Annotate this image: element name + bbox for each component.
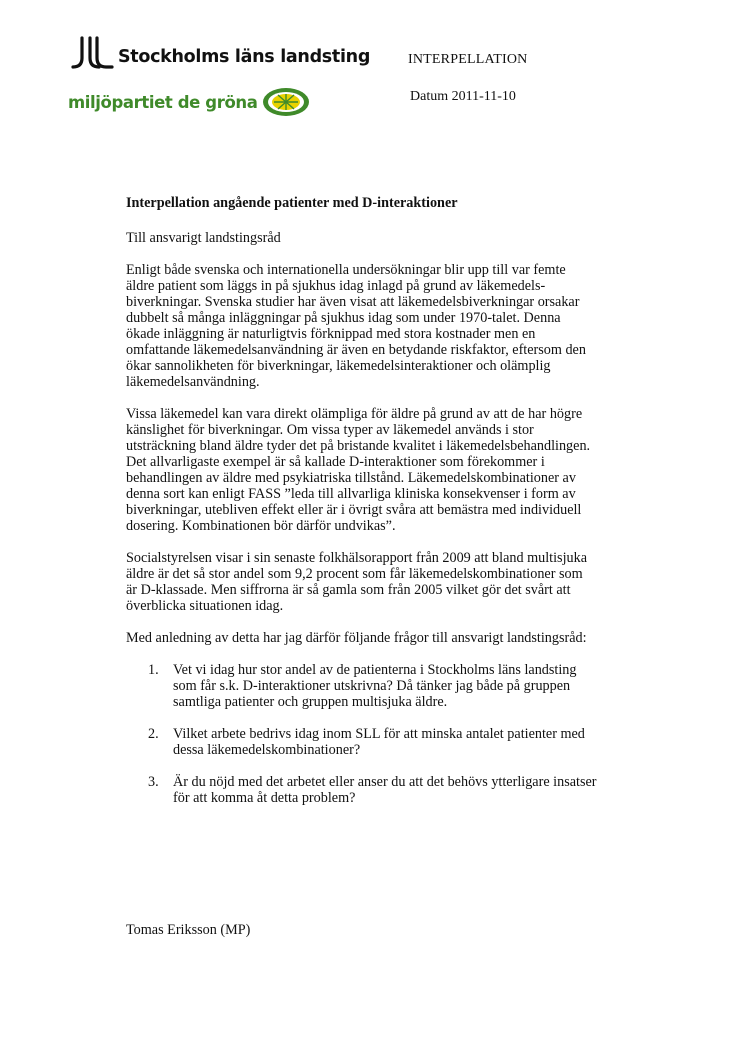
addressee: Till ansvarigt landstingsråd [126,230,281,246]
question-item [126,774,636,806]
question-list [126,662,636,806]
signature: Tomas Eriksson (MP) [126,922,251,938]
dandelion-icon [261,86,311,118]
question-number: 2. [148,726,159,742]
party-name: miljöpartiet de gröna [68,92,258,112]
sll-logo-icon [70,36,114,70]
paragraph: Vissa läkemedel kan vara direkt olämpliga för äldre på grund av att de har högre känslighet för biverkningar. Om vissa typer av läkemedel används i stor utsträckning bland äldre tyder det på bristande kvalitet i läkemedelsbehandlingen. Det allvarligaste exempel är så kallade D-interaktioner som förekommer i behandlingen av äldre med psykiatriska tillstånd. Läkemedelskombinationer av denna sort kan enligt FASS ”leda till allvarliga kliniska konsekvenser i form av biverkningar, utebliven effekt eller är i övrigt svåra att bemästra med individuell dosering. Kombinationen bör därför undvikas”. [126,406,591,534]
question-number: 1. [148,662,159,678]
paragraph: Socialstyrelsen visar i sin senaste folkhälsorapport från 2009 att bland multisjuka äldre är det så stor andel som 9,2 procent som får läkemedelskombinationer som är D-klassade. Men siffrorna är så gamla som från 2005 vilket gör det svårt att överblicka situationen idag. [126,550,587,614]
document-date: Datum 2011-11-10 [410,89,516,104]
question-text: Är du nöjd med det arbetet eller anser du att det behövs ytterligare insatser för att komma åt detta problem? [173,774,597,806]
document-body [126,195,636,822]
paragraph: Med anledning av detta har jag därför följande frågor till ansvarigt landstingsråd: [126,630,587,646]
party-logo [68,86,311,118]
question-item [126,726,636,758]
paragraph: Enligt både svenska och internationella undersökningar blir upp till var femte äldre patient som läggs in på sjukhus idag inlagd på grund av läkemedels- biverkningar. Svenska studier har även visat att läkemedelsbiverkningar orsakar dubbelt så många inläggningar på sjukhus idag som under 1970-talet. Denna ökade inläggning är naturligtvis förknippad med stora kostnader men en omfattande läkemedelsanvändning är även en betydande riskfaktor, eftersom den ökar sannolikheten för biverkningar, läkemedelsinteraktioner och olämplig läkemedelsanvändning. [126,262,586,390]
question-text: Vilket arbete bedrivs idag inom SLL för att minska antalet patienter med dessa läkemedelskombinationer? [173,726,585,758]
document-title: Interpellation angående patienter med D-interaktioner [126,195,458,211]
question-number: 3. [148,774,159,790]
question-text: Vet vi idag hur stor andel av de patienterna i Stockholms läns landsting som får s.k. D-interaktioner utskrivna? Då tänker jag både på gruppen samtliga patienter och gruppen multisjuka äldre. [173,662,577,710]
document-type: INTERPELLATION [408,52,528,67]
org-name: Stockholms läns landsting [118,47,371,67]
sll-logo [70,36,370,70]
question-item [126,662,636,710]
